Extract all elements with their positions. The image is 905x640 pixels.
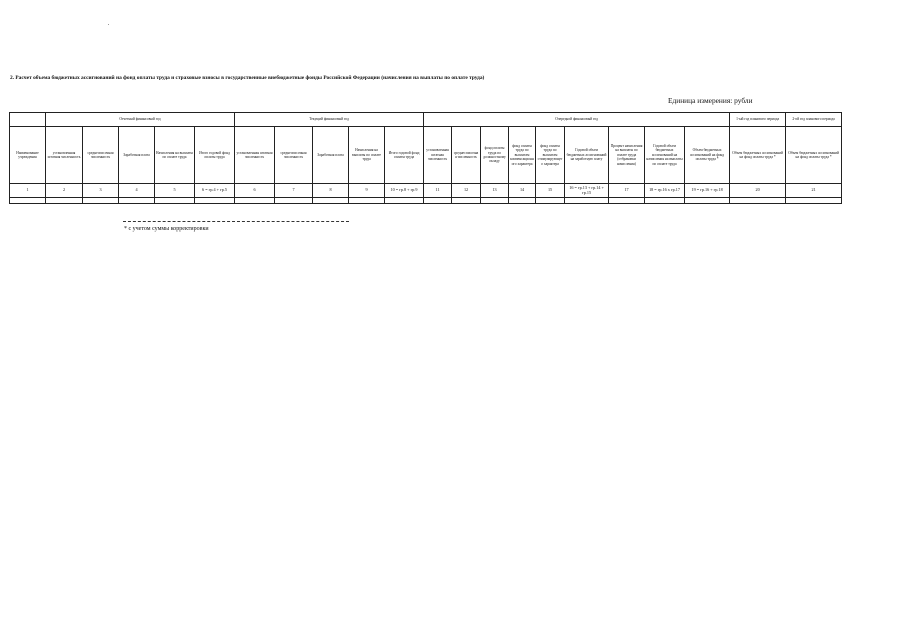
data-cell [565, 198, 609, 204]
header-cell: Заработная плата [313, 127, 349, 184]
header-cell: Заработная плата [119, 127, 155, 184]
group-next-year: Очередной финансовый год [424, 113, 730, 127]
header-cell: Годовой объем бюджетных ассигнований на заработную плату [565, 127, 609, 184]
number-cell: 1 [10, 184, 46, 198]
group-current-year: Текущий финансовый год [235, 113, 424, 127]
number-cell: 2 [46, 184, 83, 198]
group-header-row [10, 113, 842, 127]
data-cell [609, 198, 645, 204]
column-number-row [10, 184, 842, 198]
header-cell: Годовой объем бюджетных ассигнований на начисления на выплаты по оплате труда [645, 127, 685, 184]
header-cell: среднесписочная численность [275, 127, 313, 184]
number-cell: 17 [609, 184, 645, 198]
data-cell [83, 198, 119, 204]
number-cell: 6 [235, 184, 275, 198]
number-cell: 16 = гр.13 + гр.14 + гр.15 [565, 184, 609, 198]
data-cell [155, 198, 195, 204]
group-plan-year-1: 1-ый год планового периода [730, 113, 786, 127]
data-cell [385, 198, 424, 204]
section-heading: 2. Расчет объема бюджетных ассигнований на фонд оплаты труда и страховые взносы в государственные внебюджетные фонды Российской Федерации (начисления на выплаты по оплате труда) [10, 75, 485, 81]
data-cell [452, 198, 481, 204]
data-cell [786, 198, 842, 204]
data-cell [349, 198, 385, 204]
header-cell: установленная штатная численность [46, 127, 83, 184]
number-cell: 10 = гр.8 + гр.9 [385, 184, 424, 198]
header-cell: Итого годовой фонд оплаты труда [385, 127, 424, 184]
header-cell: фонд оплаты труда по выплатам стимулирующего характера [536, 127, 565, 184]
data-cell [685, 198, 730, 204]
budget-table [9, 112, 842, 204]
data-cell [645, 198, 685, 204]
header-cell: Объем бюджетных ассигнований на фонд оплаты труда * [730, 127, 786, 184]
number-cell: 18 = гр.16 х гр.17 [645, 184, 685, 198]
header-cell: установленная штатная численность [424, 127, 452, 184]
header-cell: установленная штатная численность [235, 127, 275, 184]
data-cell [481, 198, 509, 204]
header-cell: Объем бюджетных ассигнований на фонд оплаты труда * [786, 127, 842, 184]
group-reporting-year: Отчетный финансовый год [46, 113, 235, 127]
number-cell: 4 [119, 184, 155, 198]
number-cell: 19 = гр.16 + гр.18 [685, 184, 730, 198]
data-cell [730, 198, 786, 204]
number-cell: 3 [83, 184, 119, 198]
data-cell [313, 198, 349, 204]
header-cell: Наименование учреждения [10, 127, 46, 184]
header-cell: фонд оплаты труда по должностному окладу [481, 127, 509, 184]
number-cell: 6 = гр.4 + гр.5 [195, 184, 235, 198]
header-cell: Итого годовой фонд оплаты труда [195, 127, 235, 184]
header-cell: Начисления на выплаты по оплате труда [155, 127, 195, 184]
header-cell: Процент начисления на выплаты по оплате труда (отбраковки начисления) [609, 127, 645, 184]
data-cell [536, 198, 565, 204]
data-cell [46, 198, 83, 204]
number-cell: 9 [349, 184, 385, 198]
header-cell: фонд оплаты труда по выплатам компенсационного характера [509, 127, 536, 184]
data-cell [10, 198, 46, 204]
number-cell: 13 [481, 184, 509, 198]
header-cell: среднесписочная численность [83, 127, 119, 184]
footnote-separator [123, 221, 349, 222]
data-cell [509, 198, 536, 204]
column-header-row [10, 127, 842, 184]
number-cell: 20 [730, 184, 786, 198]
number-cell: 7 [275, 184, 313, 198]
number-cell: 8 [313, 184, 349, 198]
scan-speck [108, 24, 109, 25]
data-cell [119, 198, 155, 204]
number-cell: 15 [536, 184, 565, 198]
data-cell [275, 198, 313, 204]
data-cell [195, 198, 235, 204]
number-cell: 11 [424, 184, 452, 198]
data-cell [424, 198, 452, 204]
units-label: Единица измерения: рубли [668, 96, 753, 105]
group-cell-empty [10, 113, 46, 127]
data-cell [235, 198, 275, 204]
group-plan-year-2: 2-ой год планового периода [786, 113, 842, 127]
header-cell: среднесписочная численность [452, 127, 481, 184]
empty-data-row [10, 198, 842, 204]
number-cell: 21 [786, 184, 842, 198]
number-cell: 5 [155, 184, 195, 198]
number-cell: 12 [452, 184, 481, 198]
header-cell: Начисления на выплаты по оплате труда [349, 127, 385, 184]
footnote: * с учетом суммы корректировки [124, 226, 209, 232]
number-cell: 14 [509, 184, 536, 198]
header-cell: Объем бюджетных ассигнований на фонд оплаты труда * [685, 127, 730, 184]
